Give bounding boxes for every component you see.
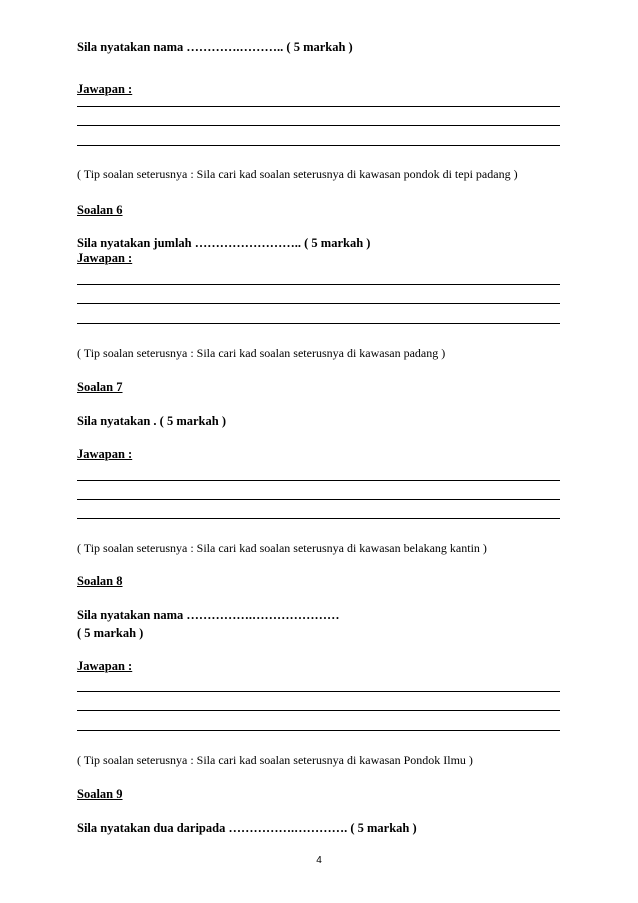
q6-answer-label: Jawapan : — [77, 251, 133, 265]
q5-tip: ( Tip soalan seterusnya : Sila cari kad soalan seterusnya di kawasan pondok di tepi padang ) — [77, 167, 518, 181]
q8-answer-label: Jawapan : — [77, 659, 133, 673]
q7-tip: ( Tip soalan seterusnya : Sila cari kad soalan seterusnya di kawasan belakang kantin ) — [77, 541, 487, 555]
q8-prompt: Sila nyatakan nama …………….………………… — [77, 608, 340, 622]
q7-answer-label: Jawapan : — [77, 447, 133, 461]
q8-tip: ( Tip soalan seterusnya : Sila cari kad soalan seterusnya di kawasan Pondok Ilmu ) — [77, 753, 473, 767]
q8-heading: Soalan 8 — [77, 574, 123, 588]
q5-answer-line-3 — [77, 145, 560, 146]
q6-prompt: Sila nyatakan jumlah …………………….. ( 5 markah ) — [77, 236, 371, 250]
page-number: 4 — [316, 855, 322, 866]
q5-prompt: Sila nyatakan nama ………….……….. ( 5 markah ) — [77, 40, 353, 54]
q9-prompt: Sila nyatakan dua daripada …………….…………. ( 5 markah ) — [77, 821, 417, 835]
q6-heading: Soalan 6 — [77, 203, 123, 217]
q6-answer-line-1 — [77, 284, 560, 285]
q7-answer-line-3 — [77, 518, 560, 519]
q7-heading: Soalan 7 — [77, 380, 123, 394]
q7-answer-line-1 — [77, 480, 560, 481]
q9-heading: Soalan 9 — [77, 787, 123, 801]
q7-answer-line-2 — [77, 499, 560, 500]
q6-tip: ( Tip soalan seterusnya : Sila cari kad soalan seterusnya di kawasan padang ) — [77, 346, 446, 360]
q5-answer-line-1 — [77, 106, 560, 107]
q5-answer-label: Jawapan : — [77, 82, 133, 96]
q6-answer-line-3 — [77, 323, 560, 324]
q7-prompt: Sila nyatakan . ( 5 markah ) — [77, 414, 226, 428]
q8-answer-line-1 — [77, 691, 560, 692]
q8-answer-line-3 — [77, 730, 560, 731]
q8-answer-line-2 — [77, 710, 560, 711]
q5-answer-line-2 — [77, 125, 560, 126]
q6-answer-line-2 — [77, 303, 560, 304]
q8-marks: ( 5 markah ) — [77, 626, 144, 640]
